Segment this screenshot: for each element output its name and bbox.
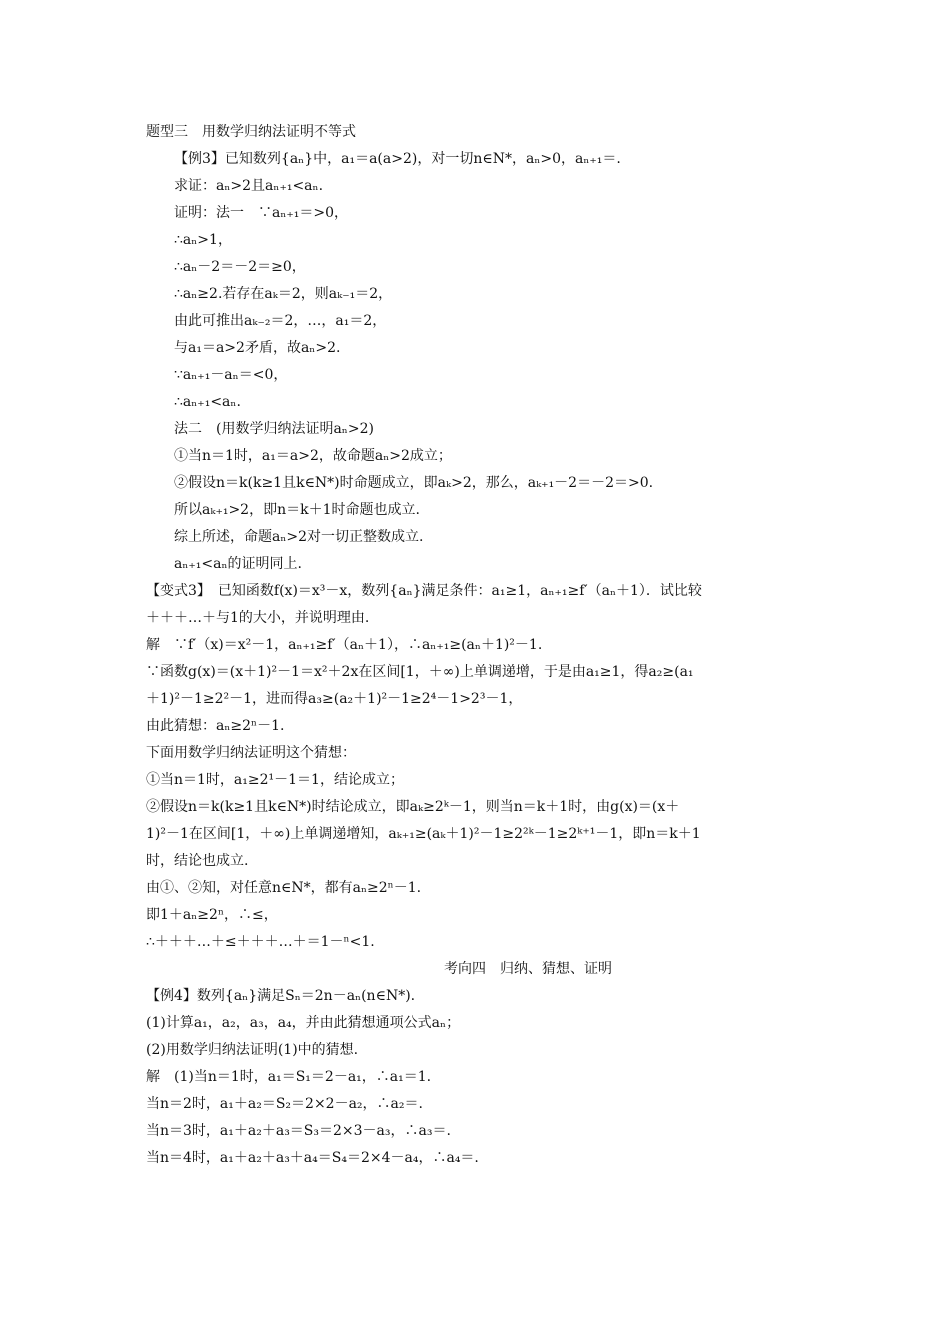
variant-3-statement: 【变式3】 已知函数f(x)＝x³－x，数列{aₙ}满足条件：a₁≥1，aₙ₊₁≥f′（aₙ＋1）．试比较: [146, 583, 702, 599]
text-line: 时，结论也成立.: [146, 853, 249, 869]
text-line: (1)计算a₁，a₂，a₃，a₄，并由此猜想通项公式aₙ；: [146, 1015, 461, 1031]
document-body: [146, 119, 814, 1172]
section-title-direction-4: 考向四 归纳、猜想、证明: [444, 961, 612, 977]
text-line: ∴aₙ－2＝－2＝≥0，: [174, 259, 306, 275]
text-line: ＋1)²－1≥2²－1，进而得a₃≥(a₂＋1)²－1≥2⁴－1>2³－1，: [146, 691, 523, 707]
text-line: 由①、②知，对任意n∈N*，都有aₙ≥2ⁿ－1.: [146, 880, 422, 896]
text-line: 综上所述，命题aₙ>2对一切正整数成立.: [174, 529, 424, 545]
text-line: 当n＝2时，a₁＋a₂＝S₂＝2×2－a₂，∴a₂＝.: [146, 1096, 423, 1112]
text-line: 求证：aₙ>2且aₙ₊₁<aₙ.: [174, 178, 324, 194]
text-line: aₙ₊₁<aₙ的证明同上.: [174, 556, 302, 572]
example-4-statement: 【例4】数列{aₙ}满足Sₙ＝2n－aₙ(n∈N*).: [146, 988, 416, 1004]
text-line: ②假设n＝k(k≥1且k∈N*)时命题成立，即aₖ>2，那么，aₖ₊₁－2＝－2＝>0.: [174, 475, 654, 491]
text-line: ∴aₙ>1，: [174, 232, 232, 248]
text-line: 由此猜想：aₙ≥2ⁿ－1.: [146, 718, 285, 734]
text-line: 即1＋aₙ≥2ⁿ，∴≤，: [146, 907, 278, 923]
text-line: 1)²－1在区间[1，＋∞)上单调递增知，aₖ₊₁≥(aₖ＋1)²－1≥2²ᵏ－1≥2ᵏ⁺¹－1，即n＝k＋1: [146, 826, 701, 842]
text-line: ∴aₙ≥2.若存在aₖ＝2，则aₖ₋₁＝2，: [174, 286, 393, 302]
text-line: 解 ∵f′（x)＝x²－1，aₙ₊₁≥f′（aₙ＋1），∴aₙ₊₁≥(aₙ＋1)²－1.: [146, 637, 543, 653]
text-line: ＋＋＋…＋与1的大小，并说明理由.: [146, 610, 370, 626]
text-line: 证明：法一 ∵aₙ₊₁＝>0，: [174, 205, 349, 221]
text-line: ∴＋＋＋…＋≤＋＋＋…＋＝1－ⁿ<1.: [146, 934, 375, 950]
text-line: ∵aₙ₊₁－aₙ＝<0，: [174, 367, 288, 383]
text-line: 当n＝4时，a₁＋a₂＋a₃＋a₄＝S₄＝2×4－a₄，∴a₄＝.: [146, 1150, 479, 1166]
text-line: ①当n＝1时，a₁≥2¹－1＝1，结论成立；: [146, 772, 404, 788]
text-line: 下面用数学归纳法证明这个猜想：: [146, 745, 356, 761]
text-line: 由此可推出aₖ₋₂＝2，…，a₁＝2，: [174, 313, 387, 329]
text-line: ∴aₙ₊₁<aₙ.: [174, 394, 241, 410]
text-line: 当n＝3时，a₁＋a₂＋a₃＝S₃＝2×3－a₃，∴a₃＝.: [146, 1123, 451, 1139]
text-line: (2)用数学归纳法证明(1)中的猜想.: [146, 1042, 359, 1058]
text-line: ②假设n＝k(k≥1且k∈N*)时结论成立，即aₖ≥2ᵏ－1，则当n＝k＋1时，由g(x)＝(x＋: [146, 799, 680, 815]
example-3-statement: 【例3】已知数列{aₙ}中，a₁＝a(a>2)，对一切n∈N*，aₙ>0，aₙ₊₁＝.: [174, 151, 621, 167]
text-line: 所以aₖ₊₁>2，即n＝k＋1时命题也成立.: [174, 502, 420, 518]
section-heading: 题型三 用数学归纳法证明不等式: [146, 124, 356, 140]
text-line: ①当n＝1时，a₁＝a>2，故命题aₙ>2成立；: [174, 448, 452, 464]
text-line: 法二 (用数学归纳法证明aₙ>2): [174, 421, 374, 437]
text-line: 解 (1)当n＝1时，a₁＝S₁＝2－a₁，∴a₁＝1.: [146, 1069, 432, 1085]
text-line: 与a₁＝a>2矛盾，故aₙ>2.: [174, 340, 341, 356]
text-line: ∵函数g(x)＝(x＋1)²－1＝x²＋2x在区间[1，＋∞)上单调递增，于是由a₁≥1，得a₂≥(a₁: [146, 664, 694, 680]
